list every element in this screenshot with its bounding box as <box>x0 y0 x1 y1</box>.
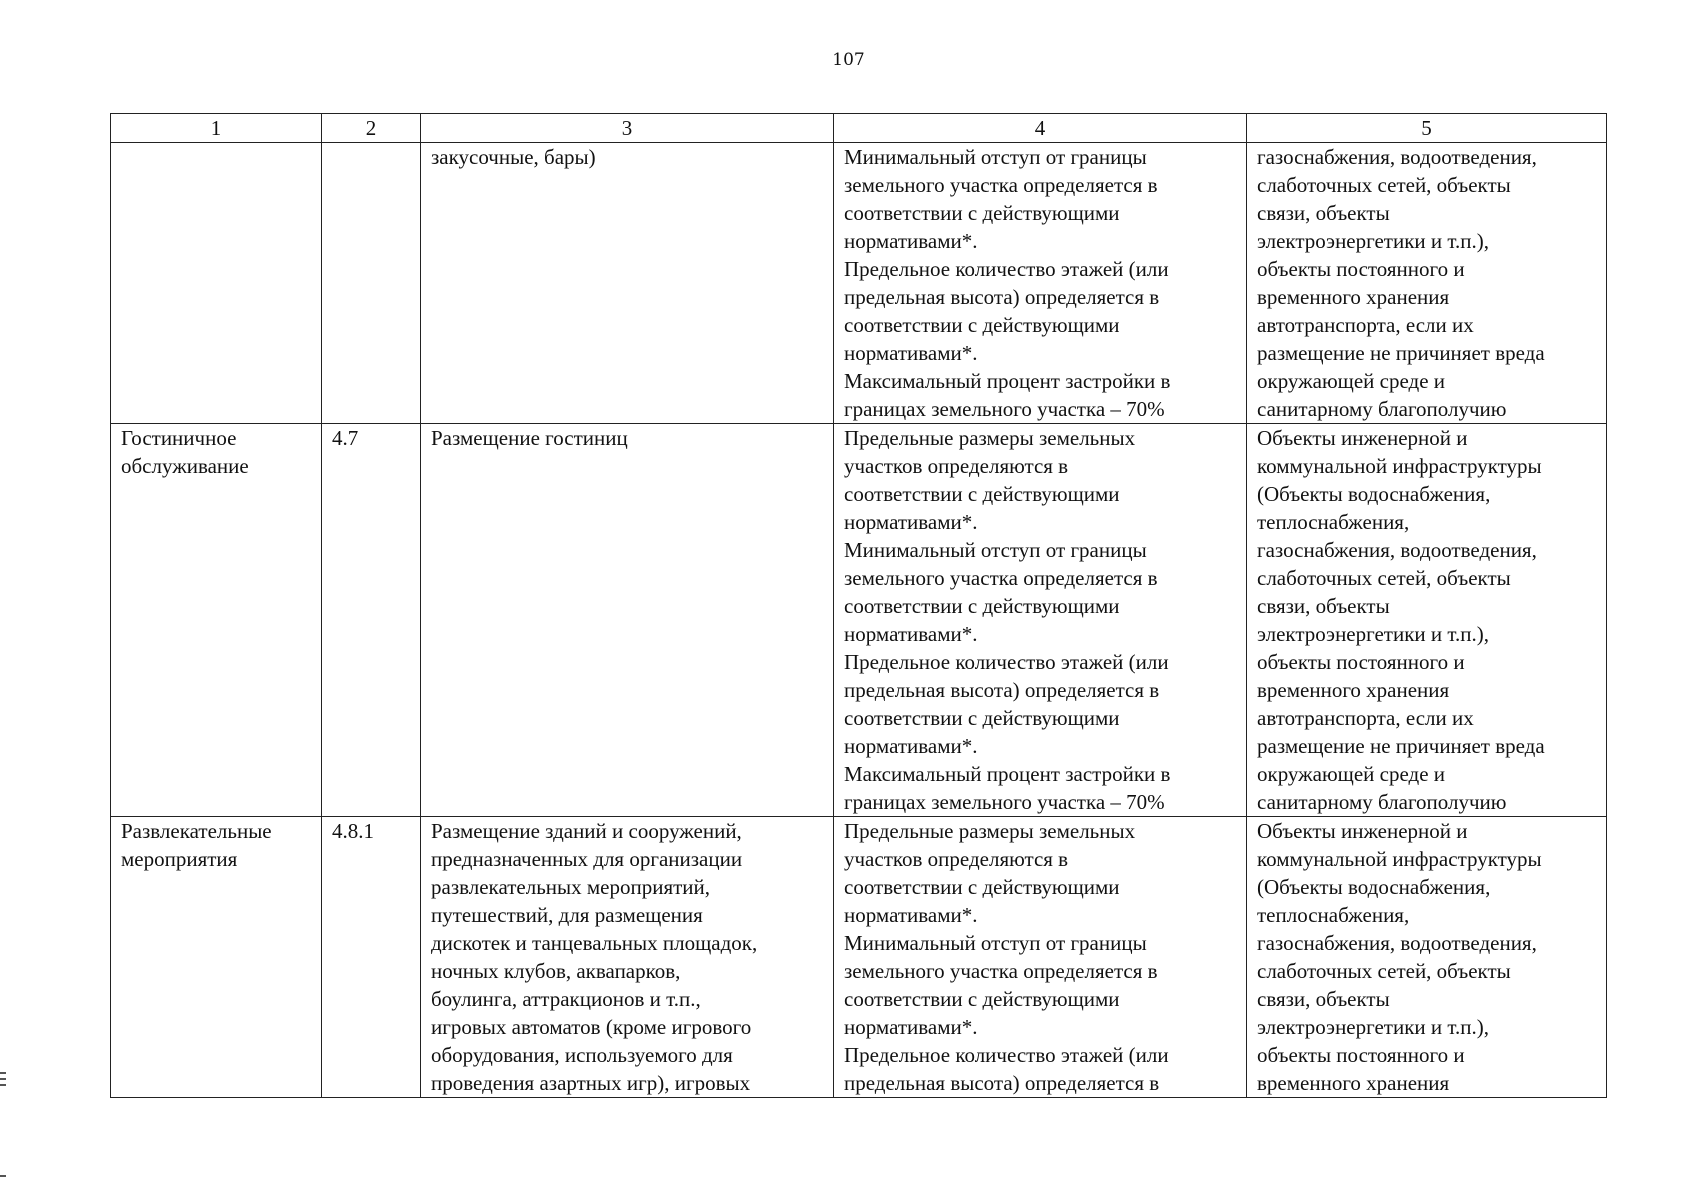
cell-text-line: нормативами*. <box>844 903 978 927</box>
row-name-cell <box>111 143 322 424</box>
cell-text-line: Предельные размеры земельных <box>844 426 1136 450</box>
cell-text-line: обслуживание <box>121 454 249 478</box>
cell-text-line: временного хранения <box>1257 1071 1450 1095</box>
cell-text-line: соответствии с действующими <box>844 987 1120 1011</box>
cell-text-line: электроэнергетики и т.п.), <box>1257 1015 1489 1039</box>
cell-text-line: проведения азартных игр), игровых <box>431 1071 751 1095</box>
table-row <box>111 424 1607 817</box>
cell-text-line: Развлекательные <box>121 819 272 843</box>
cell-text-line: ночных клубов, аквапарков, <box>431 959 681 983</box>
table-body <box>111 143 1607 1098</box>
cell-text-line: Максимальный процент застройки в <box>844 369 1171 393</box>
row-code-cell <box>322 143 421 424</box>
cell-text-line: 4.7 <box>332 426 359 450</box>
header-col-5: 5 <box>1247 114 1607 143</box>
row-description-cell <box>421 817 834 1098</box>
scan-edge-mark <box>0 1078 6 1080</box>
cell-text-line: нормативами*. <box>844 510 978 534</box>
cell-text-line: Размещение зданий и сооружений, <box>431 819 742 843</box>
cell-text-line: связи, объекты <box>1257 594 1390 618</box>
cell-text-line: электроэнергетики и т.п.), <box>1257 229 1489 253</box>
cell-text-line: (Объекты водоснабжения, <box>1257 875 1491 899</box>
cell-text-line: 4.8.1 <box>332 819 374 843</box>
cell-text-line: Минимальный отступ от границы <box>844 931 1147 955</box>
cell-text-line: Размещение гостиниц <box>431 426 628 450</box>
row-auxiliary-cell <box>1247 424 1607 817</box>
cell-text-line: газоснабжения, водоотведения, <box>1257 145 1537 169</box>
cell-text-line: коммунальной инфраструктуры <box>1257 847 1542 871</box>
row-parameters-cell <box>834 817 1247 1098</box>
cell-text-line: Предельные размеры земельных <box>844 819 1136 843</box>
cell-text-line: участков определяются в <box>844 847 1069 871</box>
cell-text-line: соответствии с действующими <box>844 706 1120 730</box>
cell-text-line: границах земельного участка – 70% <box>844 397 1165 421</box>
cell-text-line: Объекты инженерной и <box>1257 426 1468 450</box>
cell-text-line: объекты постоянного и <box>1257 257 1465 281</box>
cell-text-line: временного хранения <box>1257 678 1450 702</box>
cell-text-line: нормативами*. <box>844 1015 978 1039</box>
cell-text-line: Объекты инженерной и <box>1257 819 1468 843</box>
cell-text-line: слаботочных сетей, объекты <box>1257 566 1511 590</box>
cell-text-line: нормативами*. <box>844 622 978 646</box>
table-header <box>111 114 1607 143</box>
cell-text-line: предназначенных для организации <box>431 847 743 871</box>
page-number: 107 <box>832 50 865 70</box>
row-parameters-cell <box>834 424 1247 817</box>
header-row <box>111 114 1607 143</box>
cell-text-line: нормативами*. <box>844 734 978 758</box>
cell-text-line: предельная высота) определяется в <box>844 285 1160 309</box>
row-code-cell <box>322 424 421 817</box>
cell-text-line: Предельное количество этажей (или <box>844 257 1169 281</box>
cell-text-line: закусочные, бары) <box>431 145 596 169</box>
cell-text-line: предельная высота) определяется в <box>844 1071 1160 1095</box>
cell-text-line: Гостиничное <box>121 426 237 450</box>
cell-text-line: границах земельного участка – 70% <box>844 790 1165 814</box>
row-name-cell <box>111 424 322 817</box>
cell-text-line: соответствии с действующими <box>844 594 1120 618</box>
cell-text-line: окружающей среде и <box>1257 762 1446 786</box>
row-description-cell <box>421 424 834 817</box>
cell-text-line: Предельное количество этажей (или <box>844 1043 1169 1067</box>
row-description-cell <box>421 143 834 424</box>
cell-text-line: размещение не причиняет вреда <box>1257 734 1545 758</box>
header-col-2: 2 <box>322 114 421 143</box>
cell-text-line: развлекательных мероприятий, <box>431 875 711 899</box>
cell-text-line: оборудования, используемого для <box>431 1043 733 1067</box>
row-name-cell <box>111 817 322 1098</box>
cell-text-line: Минимальный отступ от границы <box>844 145 1147 169</box>
cell-text-line: земельного участка определяется в <box>844 566 1158 590</box>
cell-text-line: предельная высота) определяется в <box>844 678 1160 702</box>
cell-text-line: земельного участка определяется в <box>844 959 1158 983</box>
cell-text-line: боулинга, аттракционов и т.п., <box>431 987 701 1011</box>
scan-edge-mark <box>0 1072 6 1074</box>
cell-text-line: Минимальный отступ от границы <box>844 538 1147 562</box>
cell-text-line: временного хранения <box>1257 285 1450 309</box>
cell-text-line: участков определяются в <box>844 454 1069 478</box>
cell-text-line: санитарному благополучию <box>1257 790 1507 814</box>
cell-text-line: связи, объекты <box>1257 201 1390 225</box>
table-row <box>111 143 1607 424</box>
cell-text-line: соответствии с действующими <box>844 201 1120 225</box>
cell-text-line: нормативами*. <box>844 341 978 365</box>
cell-text-line: земельного участка определяется в <box>844 173 1158 197</box>
cell-text-line: коммунальной инфраструктуры <box>1257 454 1542 478</box>
cell-text-line: автотранспорта, если их <box>1257 706 1474 730</box>
cell-text-line: путешествий, для размещения <box>431 903 703 927</box>
cell-text-line: объекты постоянного и <box>1257 650 1465 674</box>
cell-text-line: газоснабжения, водоотведения, <box>1257 931 1537 955</box>
table-row <box>111 817 1607 1098</box>
header-col-3: 3 <box>421 114 834 143</box>
row-code-cell <box>322 817 421 1098</box>
cell-text-line: автотранспорта, если их <box>1257 313 1474 337</box>
header-col-4: 4 <box>834 114 1247 143</box>
cell-text-line: электроэнергетики и т.п.), <box>1257 622 1489 646</box>
cell-text-line: соответствии с действующими <box>844 875 1120 899</box>
scan-edge-mark <box>0 1084 6 1086</box>
land-use-table <box>110 113 1607 1098</box>
scan-edge-mark <box>0 1175 6 1177</box>
cell-text-line: размещение не причиняет вреда <box>1257 341 1545 365</box>
row-auxiliary-cell <box>1247 817 1607 1098</box>
cell-text-line: окружающей среде и <box>1257 369 1446 393</box>
cell-text-line: дискотек и танцевальных площадок, <box>431 931 758 955</box>
cell-text-line: Максимальный процент застройки в <box>844 762 1171 786</box>
cell-text-line: (Объекты водоснабжения, <box>1257 482 1491 506</box>
row-parameters-cell <box>834 143 1247 424</box>
row-auxiliary-cell <box>1247 143 1607 424</box>
cell-text-line: Предельное количество этажей (или <box>844 650 1169 674</box>
cell-text-line: санитарному благополучию <box>1257 397 1507 421</box>
cell-text-line: теплоснабжения, <box>1257 903 1410 927</box>
cell-text-line: мероприятия <box>121 847 238 871</box>
header-col-1: 1 <box>111 114 322 143</box>
cell-text-line: слаботочных сетей, объекты <box>1257 173 1511 197</box>
cell-text-line: игровых автоматов (кроме игрового <box>431 1015 752 1039</box>
cell-text-line: нормативами*. <box>844 229 978 253</box>
cell-text-line: объекты постоянного и <box>1257 1043 1465 1067</box>
cell-text-line: слаботочных сетей, объекты <box>1257 959 1511 983</box>
cell-text-line: соответствии с действующими <box>844 482 1120 506</box>
cell-text-line: соответствии с действующими <box>844 313 1120 337</box>
cell-text-line: газоснабжения, водоотведения, <box>1257 538 1537 562</box>
cell-text-line: связи, объекты <box>1257 987 1390 1011</box>
cell-text-line: теплоснабжения, <box>1257 510 1410 534</box>
